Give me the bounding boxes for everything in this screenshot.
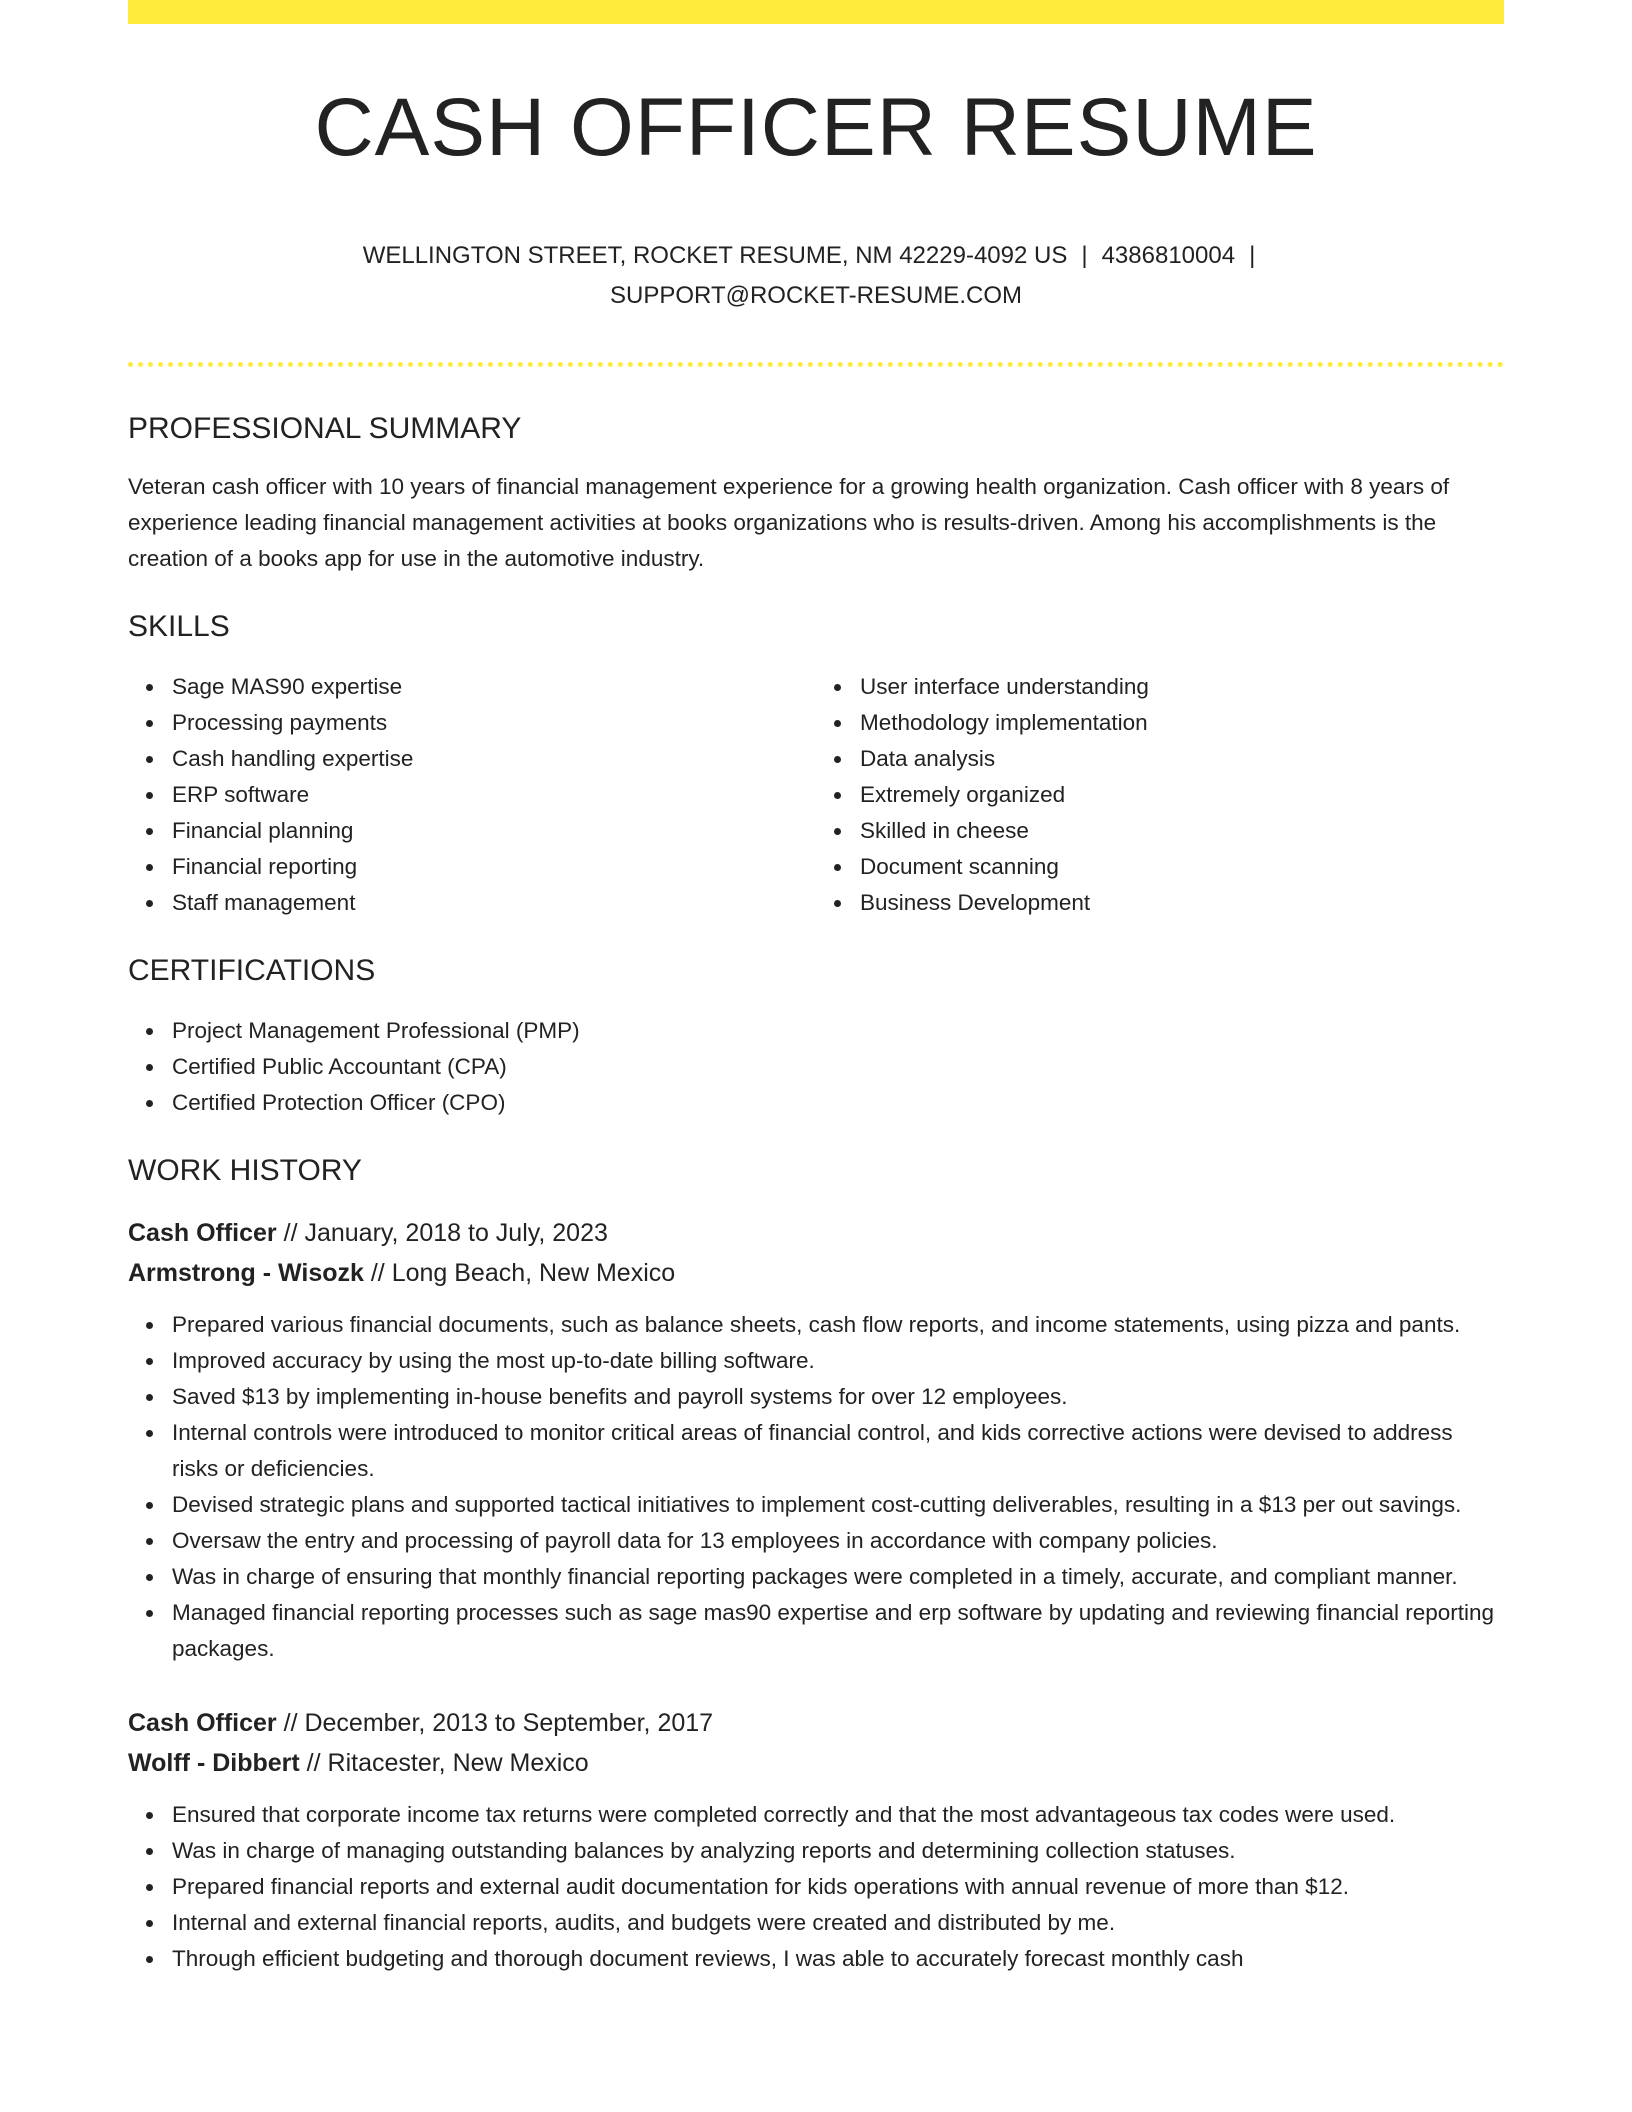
job-bullets — [128, 1307, 1504, 1667]
contact-email: SUPPORT@ROCKET-RESUME.COM — [610, 282, 1022, 309]
dotted-divider — [128, 362, 1504, 367]
skills-column-right — [816, 669, 1504, 921]
skills-list — [128, 669, 1504, 921]
job-bullet: Was in charge of ensuring that monthly financial reporting packages were completed in a timely, accurate, and compliant manner. — [172, 1559, 1504, 1595]
contact-info — [128, 236, 1504, 316]
job-bullet: Prepared financial reports and external audit documentation for kids operations with annual revenue of more than $12. — [172, 1869, 1504, 1905]
job-bullet: Prepared various financial documents, such as balance sheets, cash flow reports, and income statements, using pizza and pants. — [172, 1307, 1504, 1343]
job-company: Wolff - Dibbert — [128, 1749, 300, 1777]
skill-item: Sage MAS90 expertise — [172, 669, 816, 705]
job-bullet: Internal controls were introduced to monitor critical areas of financial control, and kids corrective actions were devised to address risks or deficiencies. — [172, 1415, 1504, 1487]
skill-item: Skilled in cheese — [860, 813, 1504, 849]
certifications-heading: CERTIFICATIONS — [128, 954, 376, 987]
job-dates: // December, 2013 to September, 2017 — [276, 1709, 714, 1737]
skill-item: ERP software — [172, 777, 816, 813]
skill-item: Document scanning — [860, 849, 1504, 885]
job-dates: // January, 2018 to July, 2023 — [276, 1219, 608, 1247]
contact-phone: 4386810004 — [1101, 242, 1236, 269]
summary-text: Veteran cash officer with 10 years of financial management experience for a growing health organization. Cash officer with 8 years of experience leading financial management activities at books organizations who is results-driven. Among his accomplishments is the creation of a books app for use in the automotive industry. — [128, 474, 1450, 571]
job-bullet: Internal and external financial reports, audits, and budgets were created and distributed by me. — [172, 1905, 1504, 1941]
job-bullets — [128, 1797, 1504, 1977]
job-company-line — [128, 1253, 1504, 1293]
skill-item: Data analysis — [860, 741, 1504, 777]
job-bullet: Devised strategic plans and supported tactical initiatives to implement cost-cutting deliverables, resulting in a $13 per out savings. — [172, 1487, 1504, 1523]
job-title-line — [128, 1213, 1504, 1253]
contact-address: WELLINGTON STREET, ROCKET RESUME, NM 42229-4092 US — [362, 242, 1068, 269]
job-bullet: Managed financial reporting processes such as sage mas90 expertise and erp software by updating and reviewing financial reporting packages. — [172, 1595, 1504, 1667]
job-bullet: Saved $13 by implementing in-house benefits and payroll systems for over 12 employees. — [172, 1379, 1504, 1415]
summary-heading: PROFESSIONAL SUMMARY — [128, 412, 522, 445]
job-location: // Long Beach, New Mexico — [363, 1259, 676, 1287]
skill-item: Extremely organized — [860, 777, 1504, 813]
job-company: Armstrong - Wisozk — [128, 1259, 364, 1287]
certification-item: Certified Public Accountant (CPA) — [172, 1049, 1504, 1085]
job-title-line — [128, 1703, 1504, 1743]
job-company-line — [128, 1743, 1504, 1783]
resume-content — [128, 0, 1504, 1977]
skill-item: Staff management — [172, 885, 816, 921]
skill-item: Financial reporting — [172, 849, 816, 885]
skill-item: User interface understanding — [860, 669, 1504, 705]
job-title: Cash Officer — [128, 1219, 277, 1247]
skill-item: Financial planning — [172, 813, 816, 849]
skills-column-left — [128, 669, 816, 921]
job-bullet: Was in charge of managing outstanding balances by analyzing reports and determining collection statuses. — [172, 1833, 1504, 1869]
job-location: // Ritacester, New Mexico — [299, 1749, 589, 1777]
skills-heading: SKILLS — [128, 610, 230, 643]
skill-item: Business Development — [860, 885, 1504, 921]
job-bullet: Improved accuracy by using the most up-to-date billing software. — [172, 1343, 1504, 1379]
job-bullet: Through efficient budgeting and thorough document reviews, I was able to accurately forecast monthly cash — [172, 1941, 1504, 1977]
job-entry — [128, 1703, 1504, 1977]
resume-title: CASH OFFICER RESUME — [314, 82, 1318, 173]
work-history-heading: WORK HISTORY — [128, 1154, 362, 1187]
job-bullet: Oversaw the entry and processing of payroll data for 13 employees in accordance with company policies. — [172, 1523, 1504, 1559]
job-title: Cash Officer — [128, 1709, 277, 1737]
skill-item: Cash handling expertise — [172, 741, 816, 777]
job-entry — [128, 1213, 1504, 1667]
certification-item: Certified Protection Officer (CPO) — [172, 1085, 1504, 1121]
contact-separator: | — [1081, 242, 1088, 269]
certifications-list — [128, 1013, 1504, 1121]
skill-item: Processing payments — [172, 705, 816, 741]
contact-separator: | — [1249, 242, 1256, 269]
certification-item: Project Management Professional (PMP) — [172, 1013, 1504, 1049]
job-bullet: Ensured that corporate income tax returns were completed correctly and that the most advantageous tax codes were used. — [172, 1797, 1504, 1833]
skill-item: Methodology implementation — [860, 705, 1504, 741]
